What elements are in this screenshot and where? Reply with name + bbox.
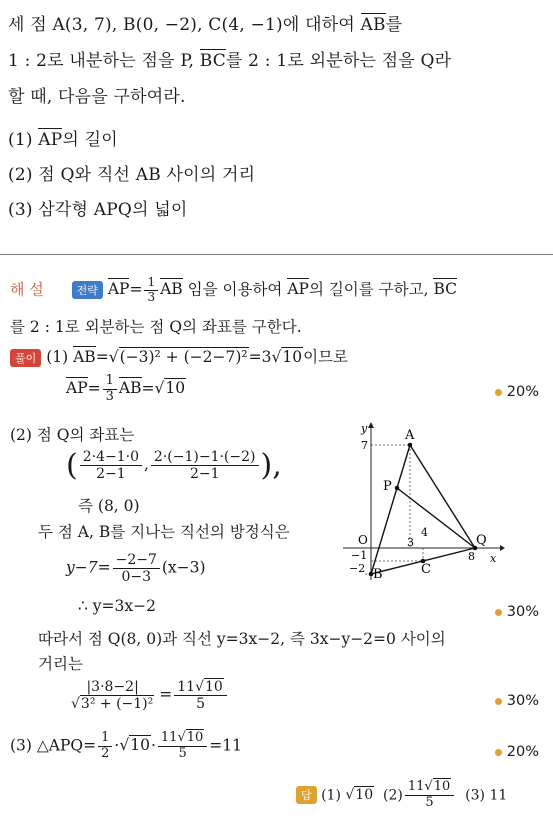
step-2-therefore: ∴ y=3x−2 — [78, 597, 156, 615]
tick-4: 4 — [421, 526, 428, 539]
point-A — [408, 443, 413, 448]
tick-neg2: −2 — [349, 562, 366, 575]
segment-AQ — [410, 445, 475, 548]
score-percent: 20% — [495, 384, 539, 400]
step-2-line: 두 점 A, B를 지나는 직선의 방정식은 — [38, 523, 290, 541]
y-axis-label: y — [361, 422, 368, 435]
coordinate-graph — [335, 420, 505, 585]
tick-8: 8 — [468, 550, 475, 563]
question-3: (3) 삼각형 APQ의 넓이 — [8, 200, 188, 220]
problem-line-3: 할 때, 다음을 구하여라. — [8, 87, 186, 107]
strategy-badge: 전략 — [72, 281, 103, 299]
problem-line-1: 세 점 A(3, 7), B(0, −2), C(4, −1)에 대하여 AB를 — [8, 15, 403, 35]
pooi-badge: 풀이 — [10, 349, 41, 367]
sqrt: √(−3)² + (−2−7)² — [108, 348, 248, 366]
haeseol-label: 해 설 — [10, 280, 44, 299]
step-2-distance-2: 거리는 — [38, 655, 83, 673]
strategy-line: 해 설 전략 AP= $\frac{1}{3}$ AB 임을 이용하여 AP의 길이를 구하고, BC — [10, 275, 458, 304]
step-2-result: 즉 (8, 0) — [78, 497, 140, 515]
section-divider — [0, 254, 553, 255]
label-Q: Q — [476, 533, 487, 548]
step-2-distance-formula: $\frac{|3\cdot 8-2|}{\text{√3² + (−1)²}}$ = $\frac{11√10}{5}$ — [66, 679, 229, 712]
strategy-line-2: 를 2 : 1로 외분하는 점 Q의 좌표를 구한다. — [10, 318, 302, 336]
segment-AB — [371, 445, 410, 574]
label-P: P — [383, 479, 392, 494]
label-B: B — [373, 567, 383, 582]
problem-line-2: 1 : 2로 내분하는 점을 P, BC를 2 : 1로 외분하는 점을 Q라 — [8, 51, 452, 71]
point-P — [395, 486, 400, 491]
y-axis-arrow — [368, 422, 374, 428]
question-2: (2) 점 Q와 직선 AB 사이의 거리 — [8, 165, 256, 185]
label-C: C — [421, 562, 431, 577]
step-1: 풀이 (1) AB=√(−3)² + (−2−7)²=3√10이므로 — [10, 345, 348, 367]
origin-label: O — [358, 533, 368, 547]
step-2-label: (2) 점 Q의 좌표는 — [10, 426, 135, 444]
answer-line: 답 (1) √10 (2) $\frac{11√10}{5}$ (3) 11 — [296, 780, 507, 811]
x-axis-arrow — [500, 545, 505, 551]
score-percent: 30% — [495, 693, 539, 709]
step-3: (3) △APQ= $\frac{1}{2}$ ·√10· $\frac{11√10}{5}$ =11 — [10, 730, 243, 761]
step-1b: AP= $\frac{1}{3}$ AB=√10 — [66, 373, 186, 404]
label-A: A — [405, 428, 415, 443]
score-percent: 30% — [495, 604, 539, 620]
x-axis-label: x — [490, 552, 497, 565]
tick-3: 3 — [407, 536, 414, 549]
tick-neg1: −1 — [351, 549, 368, 562]
question-1: (1) AP의 길이 — [8, 130, 118, 150]
step-2-equation: y−7= $\frac{-2-7}{0-3}$ (x−3) — [66, 552, 206, 586]
score-percent: 20% — [495, 744, 539, 760]
answer-badge: 답 — [296, 786, 317, 804]
fraction-one-third: $\frac{1}{3}$ — [144, 276, 158, 305]
step-2-distance-1: 따라서 점 Q(8, 0)과 직선 y=3x−2, 즉 3x−y−2=0 사이의 — [38, 630, 446, 648]
tick-7: 7 — [361, 439, 368, 452]
step-2-coord: ( $\frac{2\cdot 4-1\cdot 0}{2-1}$ , $\frac{2\cdot(-1)-1\cdot(-2)}{2-1}$ ), — [66, 448, 282, 483]
